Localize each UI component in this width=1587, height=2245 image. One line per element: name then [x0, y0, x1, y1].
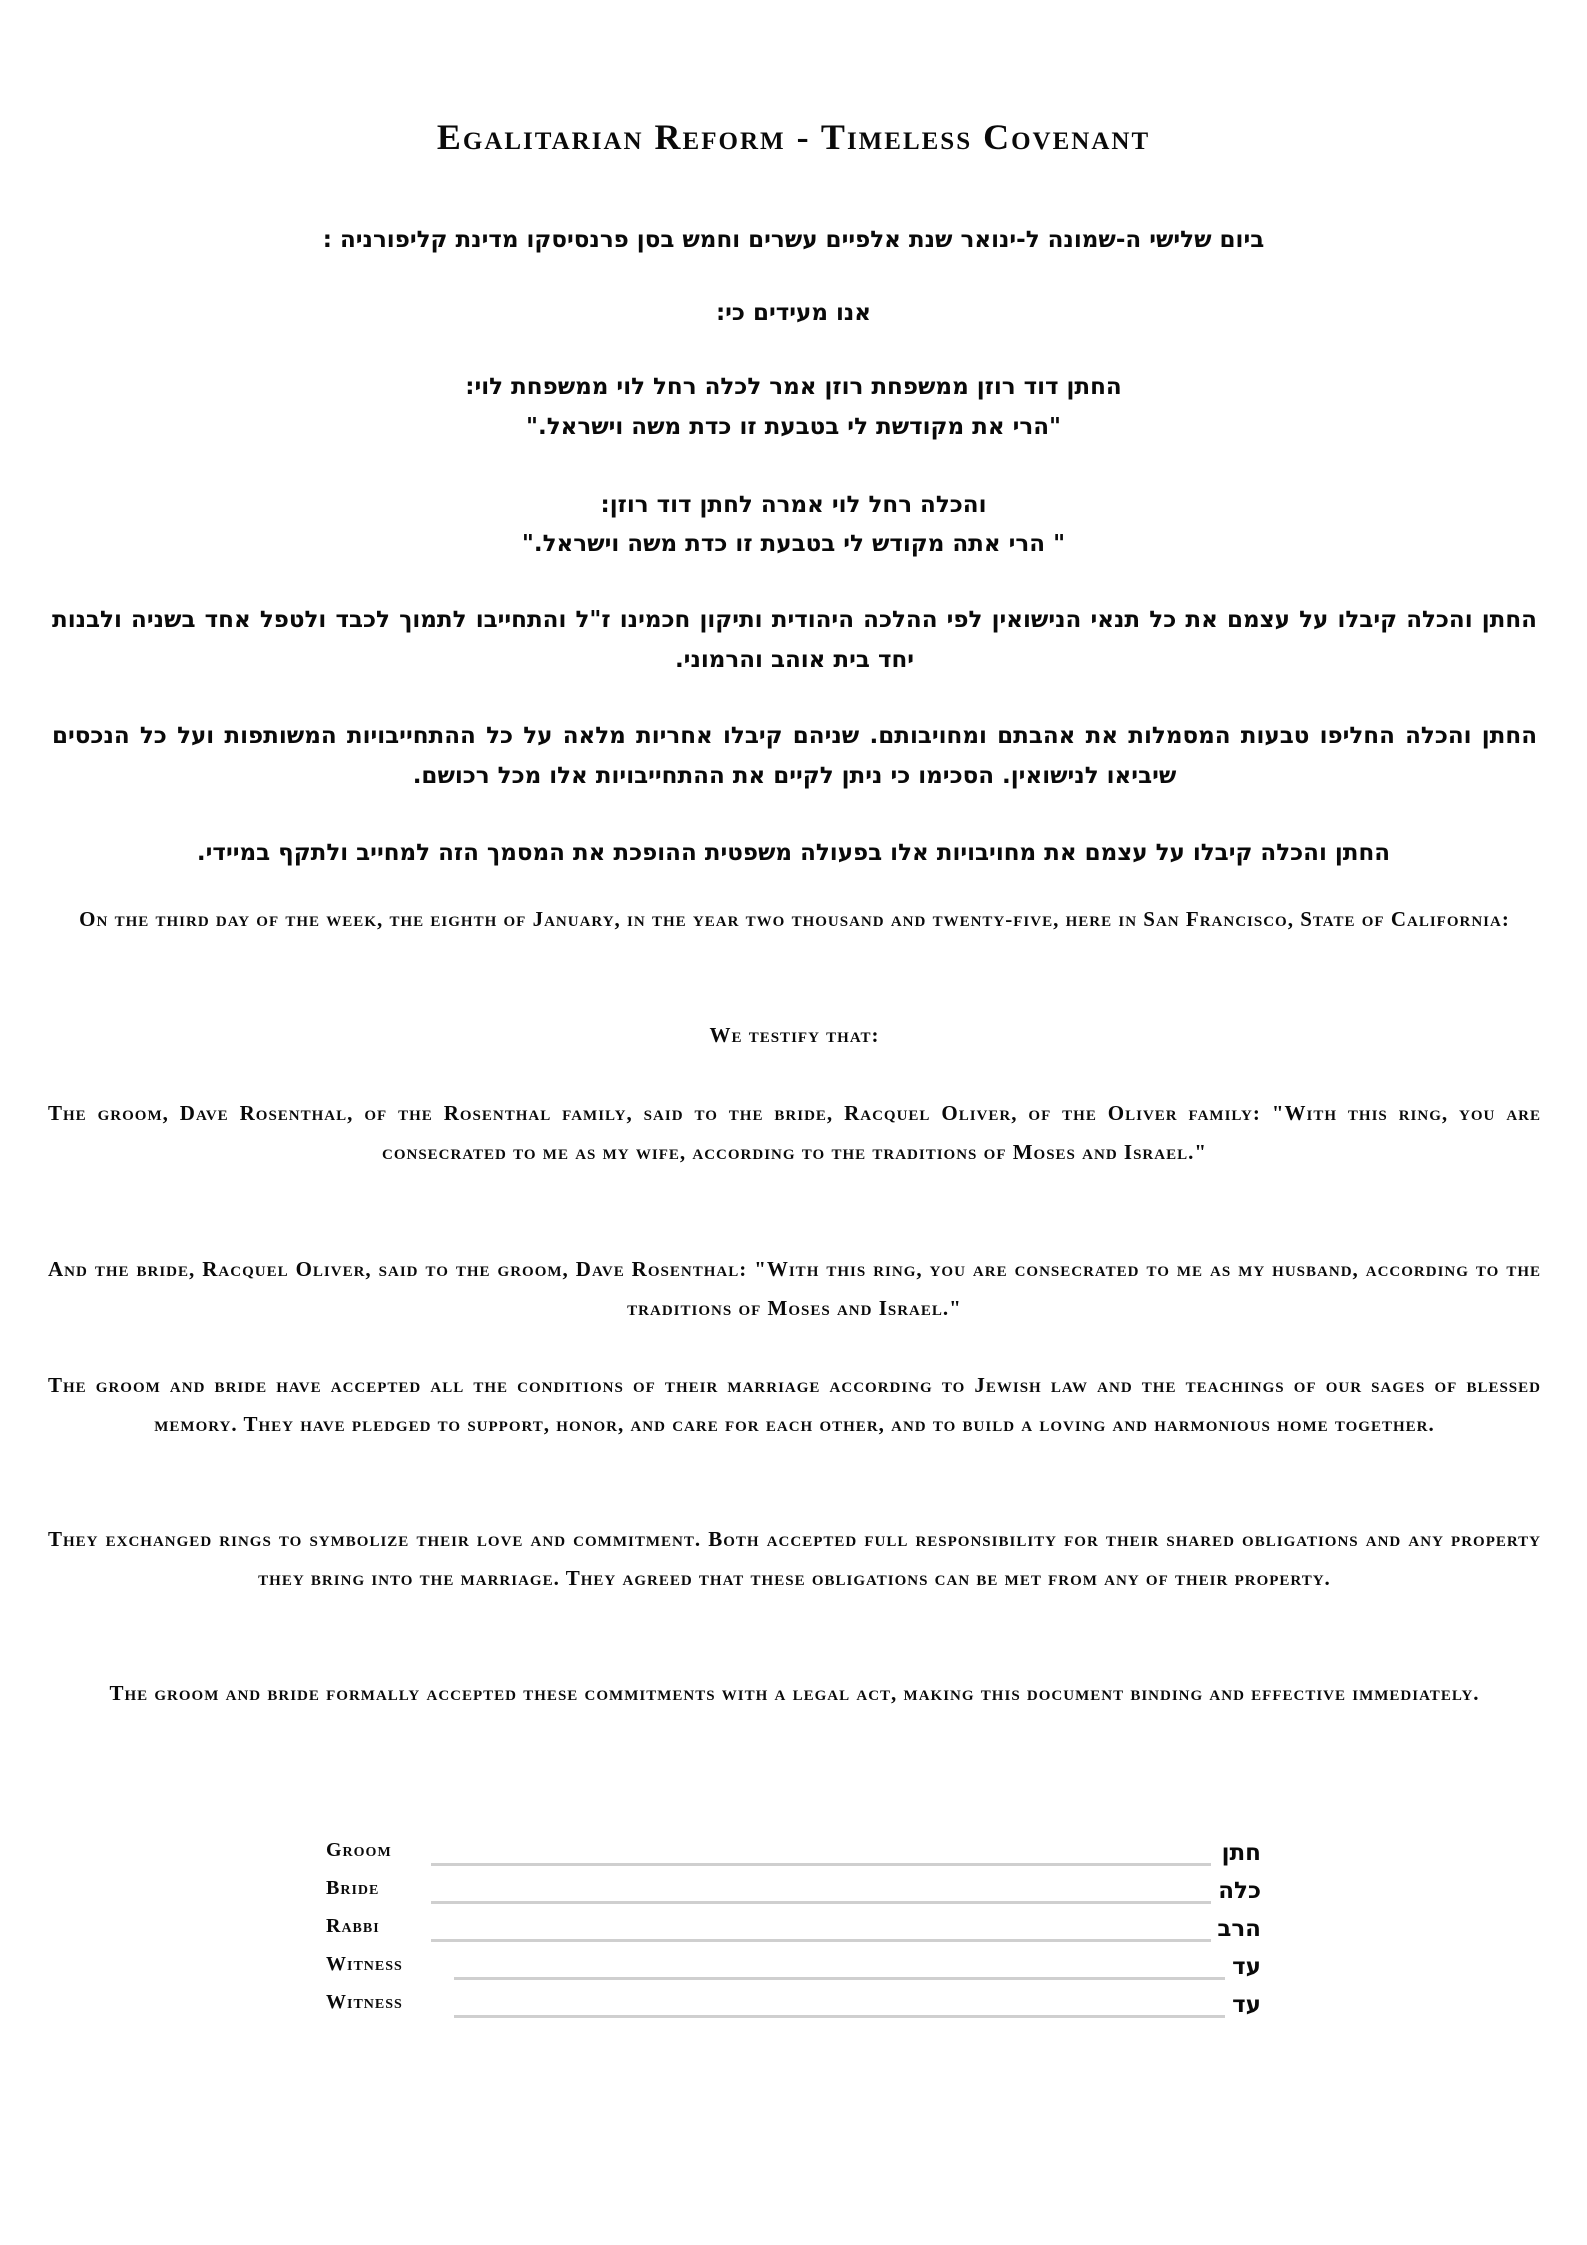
- hebrew-date-place: ביום שלישי ה-שמונה ל-ינואר שנת אלפיים עשרים וחמש בסן פרנסיסקו מדינת קליפורניה :: [322, 227, 1265, 253]
- signature-label-en: Groom: [326, 1839, 392, 1861]
- hebrew-groom-intro: החתן דוד רוזן ממשפחת רוזן אמר לכלה רחל לוי ממשפחת לוי:: [465, 374, 1122, 400]
- english-legal-act: The groom and bride formally accepted these commitments with a legal act, making this document binding and effective immediately.: [109, 1681, 1480, 1705]
- signature-line[interactable]: [454, 2015, 1225, 2018]
- signature-row-bride: [326, 1874, 1261, 1904]
- english-groom-statement: The groom, Dave Rosenthal, of the Rosenthal family, said to the bride, Racquel Oliver, of the Oliver family: "With this ring, you are consecrated to me as my wife, according to the traditions of Moses and Israel.": [48, 1101, 1541, 1164]
- signature-label-he: עד: [1232, 1954, 1261, 1980]
- hebrew-conditions: החתן והכלה קיבלו על עצמם את כל תנאי הנישואין לפי ההלכה היהודית ותיקון חכמינו ז"ל והתחייבו לתמוך לכבד ולטפל אחד בשניה ולבנות יחד בית אוהב והרמוני.: [52, 607, 1537, 673]
- signature-label-he: כלה: [1218, 1878, 1261, 1904]
- signature-label-en: Witness: [326, 1991, 403, 2013]
- signature-row-witness-1: [326, 1950, 1261, 1980]
- signature-label-en: Bride: [326, 1877, 380, 1899]
- signature-row-rabbi: [326, 1912, 1261, 1942]
- hebrew-legal-act: החתן והכלה קיבלו על עצמם את מחויבויות אלו בפעולה משפטית ההופכת את המסמך הזה למחייב ולתקף במיידי.: [196, 840, 1391, 866]
- signature-line[interactable]: [431, 1939, 1211, 1942]
- english-rings: They exchanged rings to symbolize their love and commitment. Both accepted full responsibility for their shared obligations and any property they bring into the marriage. They agreed that these obligations can be met from any of their property.: [48, 1527, 1541, 1590]
- english-conditions: The groom and bride have accepted all the conditions of their marriage according to Jewish law and the teachings of our sages of blessed memory. They have pledged to support, honor, and care for each other, and to build a loving and harmonious home together.: [48, 1373, 1541, 1436]
- hebrew-groom-vow: "הרי את מקודשת לי בטבעת זו כדת משה וישראל.": [525, 414, 1062, 440]
- hebrew-testify: אנו מעידים כי:: [715, 300, 872, 326]
- signature-label-he: חתן: [1221, 1840, 1261, 1866]
- signature-label-he: הרב: [1217, 1916, 1261, 1942]
- signature-line[interactable]: [431, 1863, 1211, 1866]
- hebrew-bride-vow: " הרי אתה מקודש לי בטבעת זו כדת משה וישראל.": [521, 531, 1066, 557]
- signature-label-he: עד: [1232, 1992, 1261, 2018]
- english-bride-statement: And the bride, Racquel Oliver, said to the groom, Dave Rosenthal: "With this ring, you are consecrated to me as my husband, according to the traditions of Moses and Israel.": [48, 1257, 1541, 1320]
- hebrew-bride-intro: והכלה רחל לוי אמרה לחתן דוד רוזן:: [600, 492, 987, 518]
- signature-line[interactable]: [431, 1901, 1211, 1904]
- signature-row-groom: [326, 1836, 1261, 1866]
- english-testify: We testify that:: [709, 1023, 880, 1047]
- hebrew-rings: החתן והכלה החליפו טבעות המסמלות את אהבתם ומחויבותם. שניהם קיבלו אחריות מלאה על כל ההתחייבויות המשותפות ועל כל הנכסים שיביאו לנישואין. הסכימו כי ניתן לקיים את ההתחייבויות אלו מכל רכושם.: [52, 723, 1537, 789]
- document-title: Egalitarian Reform - Timeless Covenant: [436, 117, 1151, 157]
- signature-row-witness-2: [326, 1988, 1261, 2018]
- signature-label-en: Rabbi: [326, 1915, 380, 1937]
- signature-label-en: Witness: [326, 1953, 403, 1975]
- signature-line[interactable]: [454, 1977, 1225, 1980]
- english-date-place: On the third day of the week, the eighth of January, in the year two thousand and twenty-five, here in San Francisco, State of California:: [79, 907, 1510, 931]
